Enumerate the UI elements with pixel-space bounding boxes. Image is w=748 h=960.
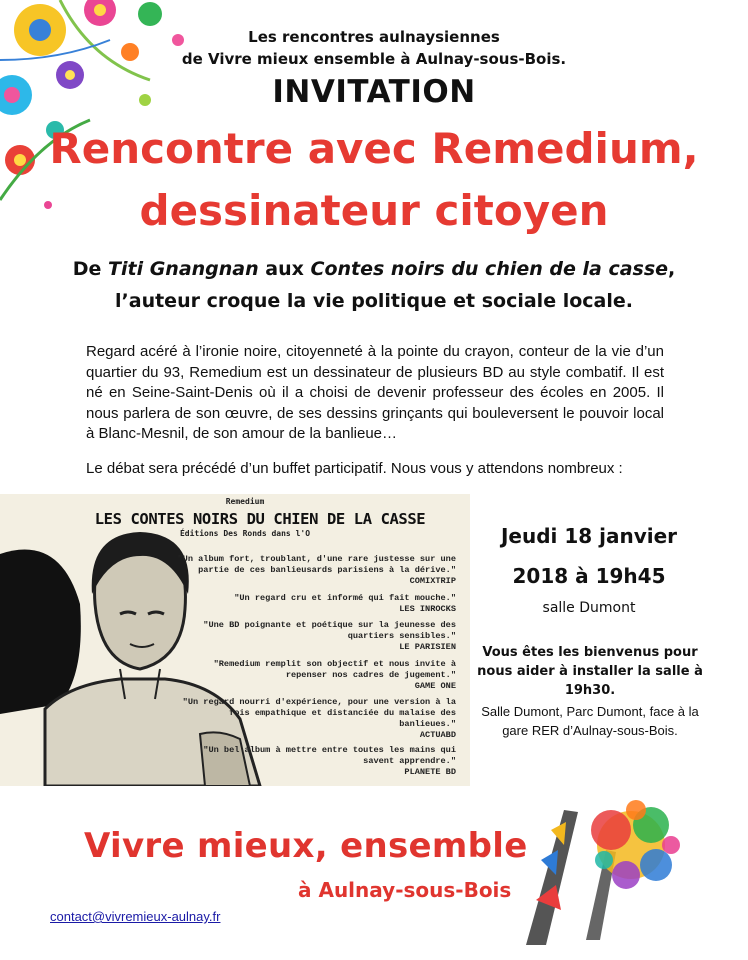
subtitle-text: De [72, 258, 109, 280]
quote-source: ACTUABD [419, 730, 456, 740]
cover-quote [168, 697, 456, 741]
subtitle-text: , [668, 258, 676, 280]
quote-source: GAME ONE [414, 681, 456, 691]
cover-quote [168, 554, 456, 587]
cover-quote [168, 659, 456, 692]
quote-source: PLANETE BD [404, 767, 456, 777]
quote-text: "Une BD poignante et poétique sur la jeunesse des quartiers sensibles." [203, 620, 456, 641]
title-line-1: Rencontre avec Remedium, [49, 124, 699, 173]
quote-source: COMIXTRIP [409, 576, 456, 586]
contact-email-link[interactable]: contact@vivremieux-aulnay.fr [50, 909, 221, 924]
volunteer-note: Vous êtes les bienvenus pour nous aider à installer la salle à 19h30. [477, 645, 703, 698]
quote-source: LES INROCKS [399, 604, 456, 614]
cover-quote [168, 593, 456, 615]
quote-text: "Remedium remplit son objectif et nous invite à repenser nos cadres de jugement." [213, 659, 456, 680]
cover-quote [168, 745, 456, 778]
cover-author: Remedium [225, 497, 265, 506]
description-paragraph: Regard acéré à l’ironie noire, citoyenneté à la pointe du crayon, conteur de la vie d’un quartier du 93, Remedium est un dessinateur de plusieurs BD au style combatif. Il est né en Seine-Saint-Denis où il a choisi de devenir professeur des écoles en 2005. Il nous parlera de son œuvre, de ses dessins grinçants qui bouleversent le pouvoir local à Blanc-Mesnil, de son amour de la banlieue… [86, 343, 664, 442]
cover-quote [168, 620, 456, 653]
event-date-line-2: 2018 à 19h45 [512, 564, 666, 588]
event-venue: salle Dumont [542, 600, 636, 616]
quote-text: "Un regard cru et informé qui fait mouche." [234, 593, 456, 603]
debate-note: Le débat sera précédé d’un buffet participatif. Nous vous y attendons nombreux : [86, 460, 623, 477]
tree-logo-icon [516, 790, 686, 950]
organizer-line-1: Les rencontres aulnaysiennes [248, 28, 500, 46]
cover-publisher: Éditions Des Ronds dans l'O [179, 529, 311, 538]
subtitle-line-2: l’auteur croque la vie politique et sociale locale. [115, 290, 633, 312]
quote-text: "Un regard nourri d'expérience, pour une version à la fois empathique et distanciée du malaise des banlieues." [182, 697, 456, 729]
book-title-titi: Titi Gnangnan [108, 258, 259, 280]
quote-text: "Un album fort, troublant, d'une rare justesse sur une partie de ces banlieusards parisiens à la dérive." [177, 554, 456, 575]
event-date-line-1: Jeudi 18 janvier [500, 524, 678, 548]
title-line-2: dessinateur citoyen [139, 186, 609, 235]
logo-text-line-1: Vivre mieux, ensemble [84, 826, 528, 866]
event-address: Salle Dumont, Parc Dumont, face à la gare RER d’Aulnay-sous-Bois. [481, 704, 699, 738]
subtitle-text: aux [258, 258, 311, 280]
invitation-heading: INVITATION [272, 74, 476, 110]
quote-source: LE PARISIEN [399, 642, 456, 652]
cover-title: LES CONTES NOIRS DU CHIEN DE LA CASSE [94, 510, 426, 528]
quote-text: "Un bel album à mettre entre toutes les mains qui savent apprendre." [203, 745, 456, 766]
organizer-line-2: de Vivre mieux ensemble à Aulnay-sous-Bois. [181, 50, 567, 68]
subtitle-line-1 [0, 258, 748, 280]
logo-text-line-2: à Aulnay-sous-Bois [298, 878, 512, 902]
book-title-contes: Contes noirs du chien de la casse [310, 258, 669, 280]
